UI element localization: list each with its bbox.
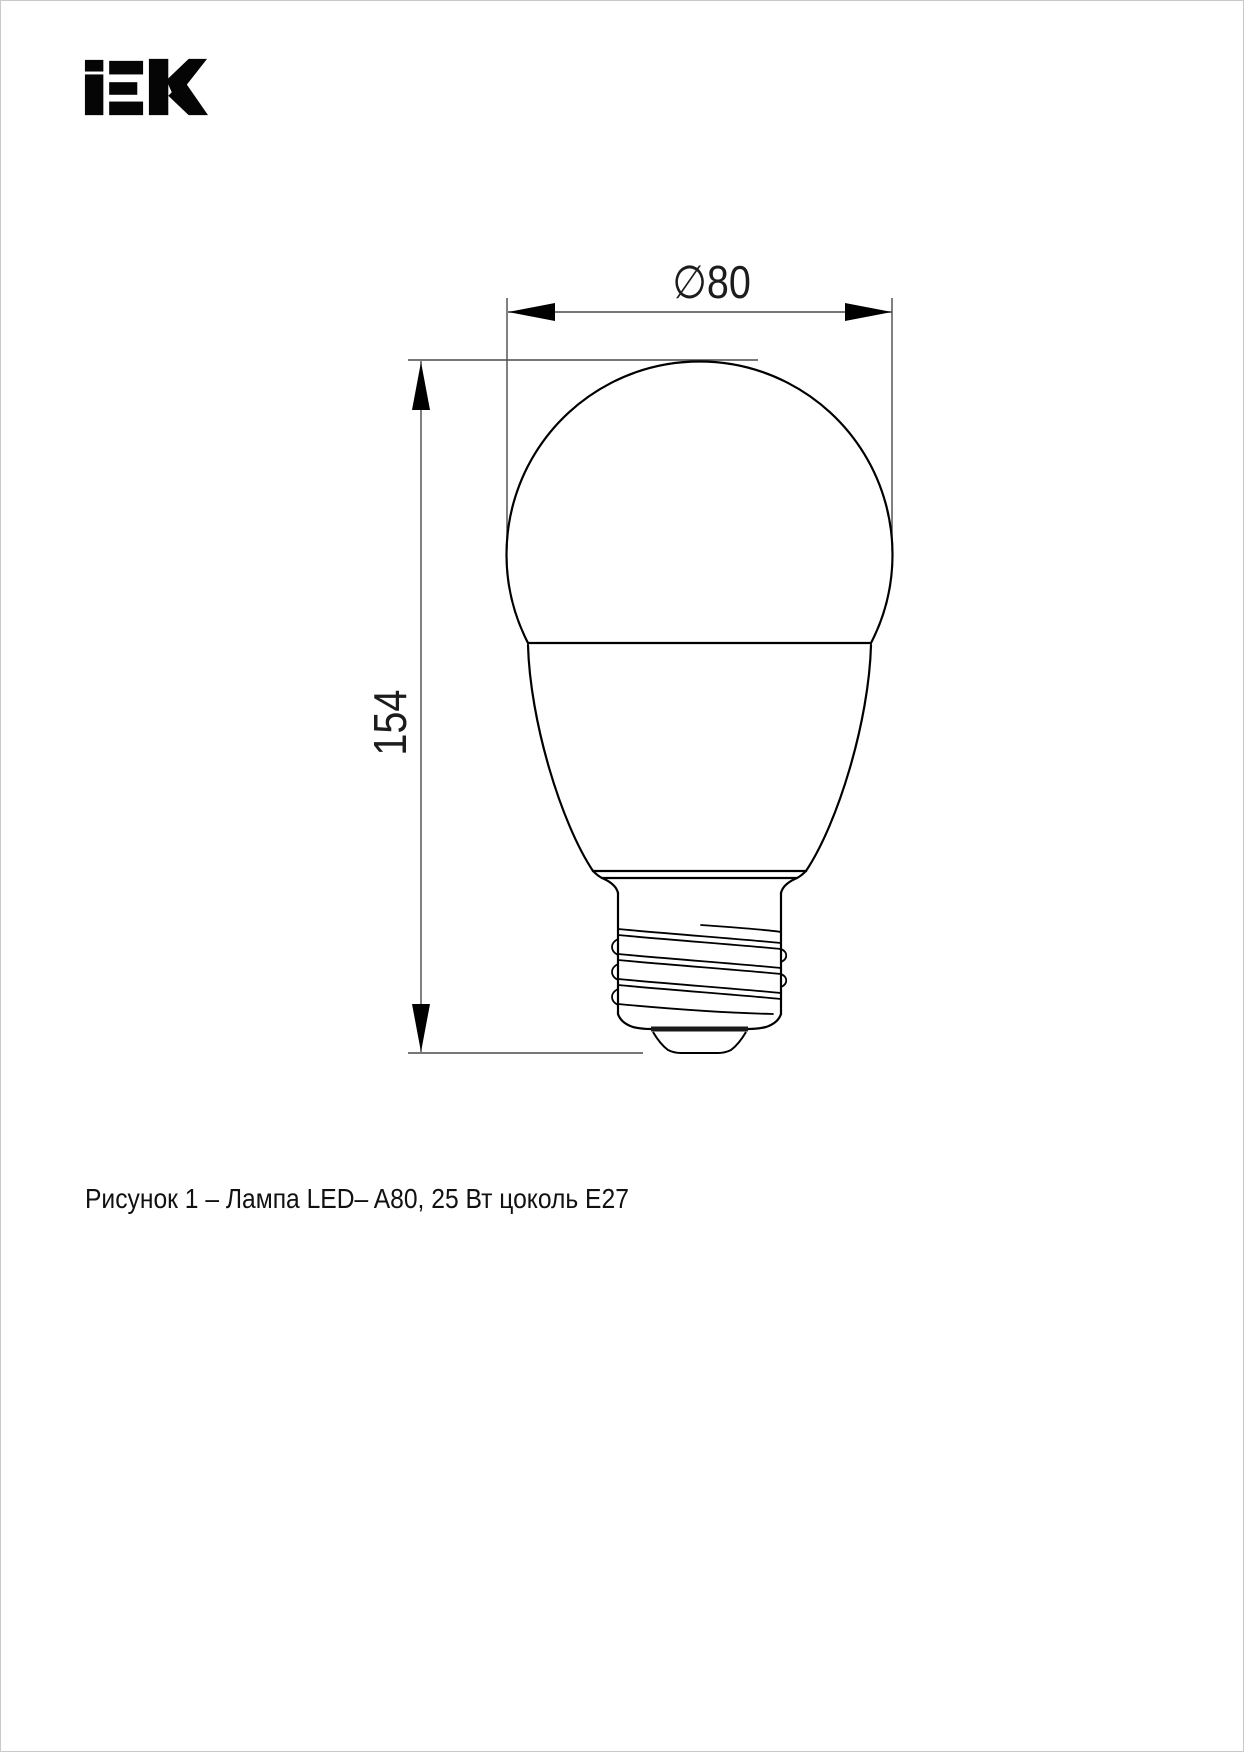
dimension-lines bbox=[408, 298, 892, 1053]
body-taper-left bbox=[528, 645, 593, 871]
contact-tip-outline bbox=[653, 1032, 746, 1053]
figure-caption bbox=[85, 1182, 703, 1216]
glass-bulb-arc bbox=[507, 361, 893, 643]
thread-line bbox=[701, 925, 781, 932]
thread-line bbox=[618, 929, 781, 943]
arrow-left bbox=[508, 303, 555, 321]
lamp-technical-drawing bbox=[1, 1, 1244, 1752]
thread-line bbox=[618, 979, 781, 993]
figure-caption-text: Рисунок 1 – Лампа LED– A80, 25 Вт цоколь Е27 bbox=[85, 1183, 629, 1214]
diameter-dimension-label bbox=[647, 256, 777, 308]
dimension-arrows bbox=[412, 303, 892, 1052]
thread-line bbox=[618, 954, 781, 968]
height-value: 154 bbox=[364, 689, 416, 757]
bulb-outline bbox=[507, 361, 893, 1029]
height-dimension-label bbox=[338, 671, 442, 775]
body-taper-right bbox=[806, 645, 871, 871]
thread-line bbox=[618, 985, 781, 999]
screw-threads bbox=[612, 925, 786, 1014]
neck-chamfer-left bbox=[602, 878, 618, 893]
arrow-up bbox=[412, 362, 430, 410]
cap-bottom-right bbox=[748, 1014, 781, 1029]
foot-contact bbox=[651, 1029, 748, 1053]
arrow-down bbox=[412, 1004, 430, 1052]
neck-chamfer-right bbox=[781, 878, 797, 893]
arrow-right bbox=[845, 303, 892, 321]
thread-line bbox=[618, 960, 781, 974]
diameter-value: ∅80 bbox=[672, 256, 752, 308]
cap-bottom-left bbox=[618, 1014, 651, 1029]
thread-line bbox=[618, 935, 781, 949]
thread-line bbox=[618, 1004, 773, 1014]
